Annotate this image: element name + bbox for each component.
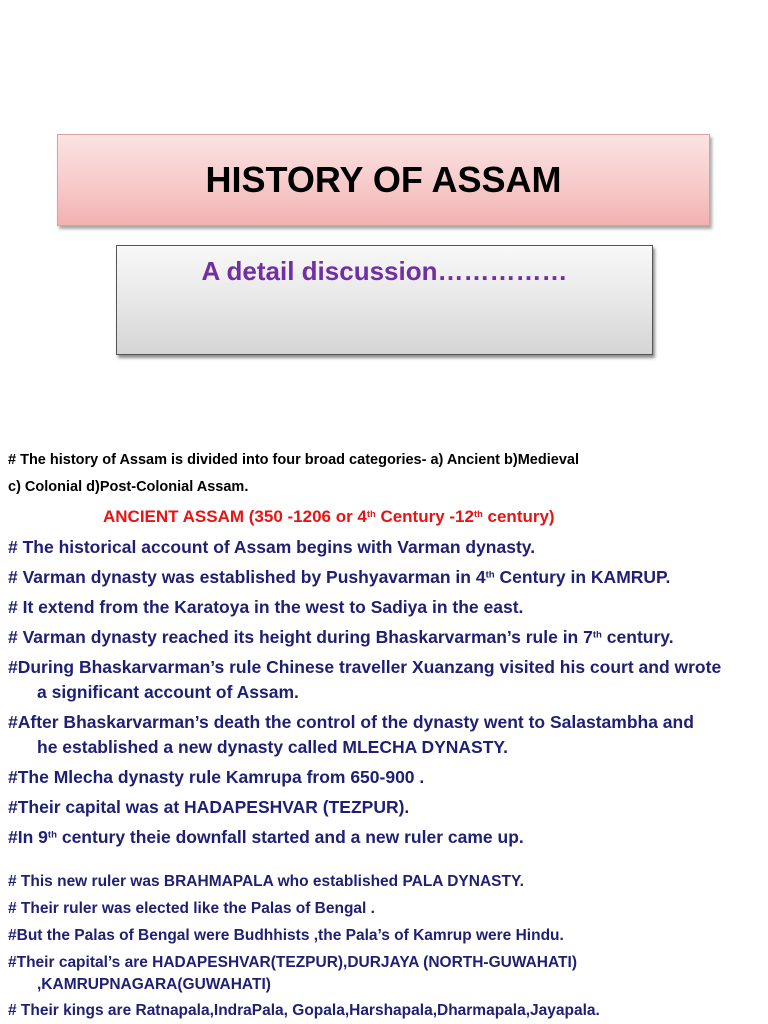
point-line-2-sup: th [485,569,495,581]
pala-line-4: #Their capital’s are HADAPESHVAR(TEZPUR),DURJAYA (NORTH-GUWAHATI) [8,954,577,971]
subtitle-box [116,245,653,355]
pala-line-3: #But the Palas of Bengal were Budhhists ,the Pala’s of Kamrup were Hindu. [8,927,564,944]
point-line-8: he established a new dynasty called MLECHA DYNASTY. [37,737,509,757]
heading-part-2: Century -12 [375,507,474,526]
point-line-7: #After Bhaskarvarman’s death the control of the dynasty went to Salastambha and [8,712,694,732]
heading-part-3: century) [482,507,555,526]
point-line-4-b: century. [601,627,674,647]
point-line-6: a significant account of Assam. [37,682,299,702]
point-line-5: #During Bhaskarvarman’s rule Chinese traveller Xuanzang visited his court and wrote [8,657,722,677]
heading-sup-2: th [473,508,483,519]
ancient-heading [103,507,555,527]
point-line-2-b: Century in KAMRUP. [494,567,671,587]
point-line-2 [8,567,670,588]
point-line-4-sup: th [592,629,602,641]
pala-line-1: # This new ruler was BRAHMAPALA who established PALA DYNASTY. [8,873,524,890]
point-line-4-a: # Varman dynasty reached its height during Bhaskarvarman’s rule in 7 [8,627,593,647]
point-line-2-a: # Varman dynasty was established by Pushyavarman in 4 [8,567,486,587]
heading-part-1: ANCIENT ASSAM (350 -1206 or 4 [103,507,367,526]
point-line-3: # It extend from the Karatoya in the west to Sadiya in the east. [8,597,524,617]
point-line-11-a: #In 9 [8,827,48,847]
point-line-11-b: century theie downfall started and a new ruler came up. [56,827,524,847]
pala-line-5: ,KAMRUPNAGARA(GUWAHATI) [37,976,271,993]
point-line-11 [8,827,524,848]
intro-line-1: # The history of Assam is divided into four broad categories- a) Ancient b)Medieval [8,452,579,468]
point-line-9: #The Mlecha dynasty rule Kamrupa from 650-900 . [8,767,425,787]
point-line-10: #Their capital was at HADAPESHVAR (TEZPUR). [8,797,410,817]
heading-sup-1: th [366,508,376,519]
page-subtitle: A detail discussion…………… [201,256,568,286]
title-box [57,134,710,226]
point-line-1: # The historical account of Assam begins with Varman dynasty. [8,537,536,557]
page-title: HISTORY OF ASSAM [205,159,562,200]
point-line-4 [8,627,674,648]
pala-line-6: # Their kings are Ratnapala,IndraPala, Gopala,Harshapala,Dharmapala,Jayapala. [8,1002,600,1019]
point-line-11-sup: th [47,829,57,841]
pala-line-2: # Their ruler was elected like the Palas of Bengal . [8,900,375,917]
intro-line-2: c) Colonial d)Post-Colonial Assam. [8,479,249,495]
